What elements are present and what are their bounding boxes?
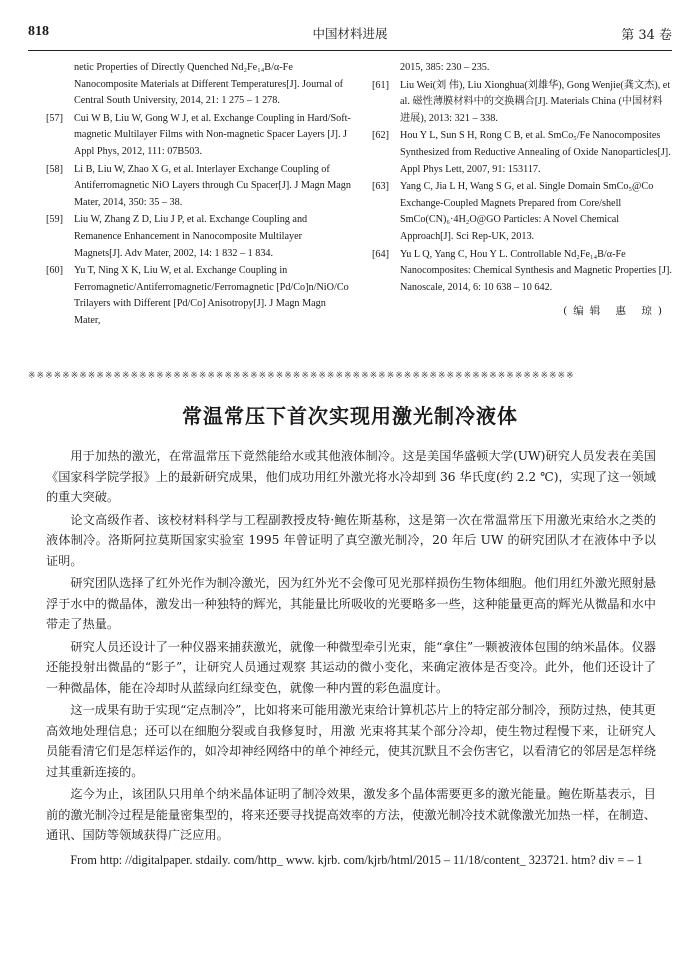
article-paragraph: 研究人员还设计了一种仪器来捕获激光，就像一种微型牵引光束，能“拿住”一颗被液体包围的纳米晶体。仪器还能投射出微晶的“影子”，让研究人员通过观察 其运动的微小变化，来确定液体是否变冷。此外，他们还设计了一种微晶体，能在冷却时从蓝绿向红绿变色，就像一种内置的彩色温度计。 [46, 639, 656, 695]
reference-item [372, 60, 672, 77]
references-left-column [46, 60, 352, 331]
reference-text: Cui W B, Liu W, Gong W J, et al. Exchange Coupling in Hard/Soft-magnetic Multilayer Films with Non-magnetic Spacer Layers [J]. J Appl Phys, 2012, 111: 07B503. [74, 112, 351, 157]
reference-item [46, 111, 352, 161]
reference-item [372, 78, 672, 128]
article-paragraph: 论文高级作者、该校材料科学与工程副教授皮特·鲍佐斯基称，这是第一次在常温常压下用激光束给水之类的液体制冷。洛斯阿拉莫斯国家实验室 1995 年曾证明了真空激光制冷，20 年后 UW 的研究团队才在液体中予以证明。 [46, 512, 656, 568]
section-separator: ※※※※※※※※※※※※※※※※※※※※※※※※※※※※※※※※※※※※※※※※※※※※※※※※※※※※※※※※※※※※※※※※ [28, 371, 575, 381]
article-body [46, 446, 656, 872]
article-paragraph: 这一成果有助于实现“定点制冷”，比如将来可能用激光束给计算机芯片上的特定部分制冷，预防过热，使其更高效地处理信息；还可以在细胞分裂或自我修复时，用激 光束将其某个部分冷却，使生物过程慢下来，让研究人员能看清它们是怎样运作的，如冷却神经网络中的单个神经元，使其沉默且不会伤害它，以看清它的邻居是怎样绕过其重新连接的。 [46, 703, 656, 779]
reference-text: Yu L Q, Yang C, Hou Y L. Controllable Nd₂Fe₁₄B/α-Fe Nanocomposites: Chemical Synthesis and Magnetic Properties [J]. Nanoscale, 2014, 6: 10 638 – 10 642. [400, 248, 672, 293]
reference-number: [64] [372, 248, 389, 260]
reference-item [372, 179, 672, 245]
volume-label: 第 34 卷 [621, 28, 672, 43]
reference-text: Liu Wei(刘 伟), Liu Xionghua(刘雄华), Gong Wenjie(龚文杰), et al. 磁性薄膜材料中的交换耦合[J]. Materials China (中国材料进展), 2013: 321 – 338. [400, 79, 671, 124]
reference-number: [58] [46, 163, 63, 175]
reference-item [46, 162, 352, 212]
reference-number: [59] [46, 214, 63, 226]
reference-number: [63] [372, 181, 389, 193]
article-paragraph: 迄今为止，该团队只用单个纳米晶体证明了制冷效果，激发多个晶体需要更多的激光能量。鲍佐斯基表示，目前的激光制冷过程是能量密集型的，将来还要寻找提高效率的方法，使激光制冷技术就像激光加热一样，在制造、通讯、国防等领域获得广泛应用。 [46, 787, 656, 842]
reference-text: Li B, Liu W, Zhao X G, et al. Interlayer Exchange Coupling of Antiferromagnetic NiO Layers through Cu Spacer[J]. J Magn Magn Mater, 2014, 350: 35 – 38. [74, 163, 351, 208]
reference-item [46, 60, 352, 110]
reference-text: netic Properties of Directly Quenched Nd₂Fe₁₄B/α-Fe Nanocomposite Materials at Different Temperatures[J]. Journal of Central South University, 2014, 21: 1 275 – 1 278. [74, 62, 344, 107]
page-header [28, 22, 672, 48]
reference-number: [57] [46, 112, 63, 124]
article-paragraph: 用于加热的激光，在常温常压下竟然能给水或其他液体制冷。这是美国华盛顿大学(UW)研究人员发表在美国《国家科学院学报》上的最新研究成果，他们成功用红外激光将水冷却到 36 华氏度(约 2.2 ℃)，实现了这一领域的重大突破。 [46, 449, 656, 504]
reference-item [46, 263, 352, 329]
reference-text: Hou Y L, Sun S H, Rong C B, et al. SmCo₅/Fe Nanocomposites Synthesized from Reductive Annealing of Oxide Nanoparticles[J]. Appl Phys Lett, 2007, 91: 153117. [400, 130, 671, 175]
editor-credit: (编辑 惠 琼) [563, 305, 668, 318]
article-paragraph: 研究团队选择了红外光作为制冷激光，因为红外光不会像可见光那样损伤生物体细胞。他们用红外激光照射悬浮于水中的微晶体，激发出一种独特的辉光，其能量比所吸收的光要略多一些，这种能量更高的辉光从微晶和水中带走了热量。 [46, 576, 656, 631]
article-title: 常温常压下首次实现用激光制冷液体 [182, 404, 518, 428]
references-right-column [372, 60, 672, 320]
header-rule [28, 50, 672, 51]
page-number: 818 [28, 24, 49, 39]
reference-item [46, 212, 352, 262]
journal-title: 中国材料进展 [312, 26, 388, 41]
source-link: From http: //digitalpaper. stdaily. com/http_ www. kjrb. com/kjrb/html/2015 – 11/18/content_ 323721. htm? div = – 1 [70, 852, 643, 867]
reference-text: Yang C, Jia L H, Wang S G, et al. Single Domain SmCo₅@Co Exchange-Coupled Magnets Prepared from Core/shell SmCo(CN)₆·4H₂O@GO Particles: A Novel Chemical Approach[J]. Sci Rep-UK, 2013. [400, 181, 654, 242]
reference-number: [62] [372, 130, 389, 142]
reference-number: [61] [372, 79, 389, 91]
reference-item [372, 247, 672, 297]
reference-item [372, 128, 672, 178]
reference-text: Liu W, Zhang Z D, Liu J P, et al. Exchange Coupling and Remanence Enhancement in Nanocomposite Multilayer Magnets[J]. Adv Mater, 2002, 14: 1 832 – 1 834. [74, 214, 308, 259]
reference-number: [60] [46, 265, 63, 277]
reference-text: Yu T, Ning X K, Liu W, et al. Exchange Coupling in Ferromagnetic/Antiferromagnetic/Ferromagnetic [Pd/Co]n/NiO/Co Trilayers with Different [Pd/Co] Anisotropy[J]. J Magn Magn Mater, [74, 265, 349, 326]
reference-text: 2015, 385: 230 – 235. [400, 62, 490, 73]
